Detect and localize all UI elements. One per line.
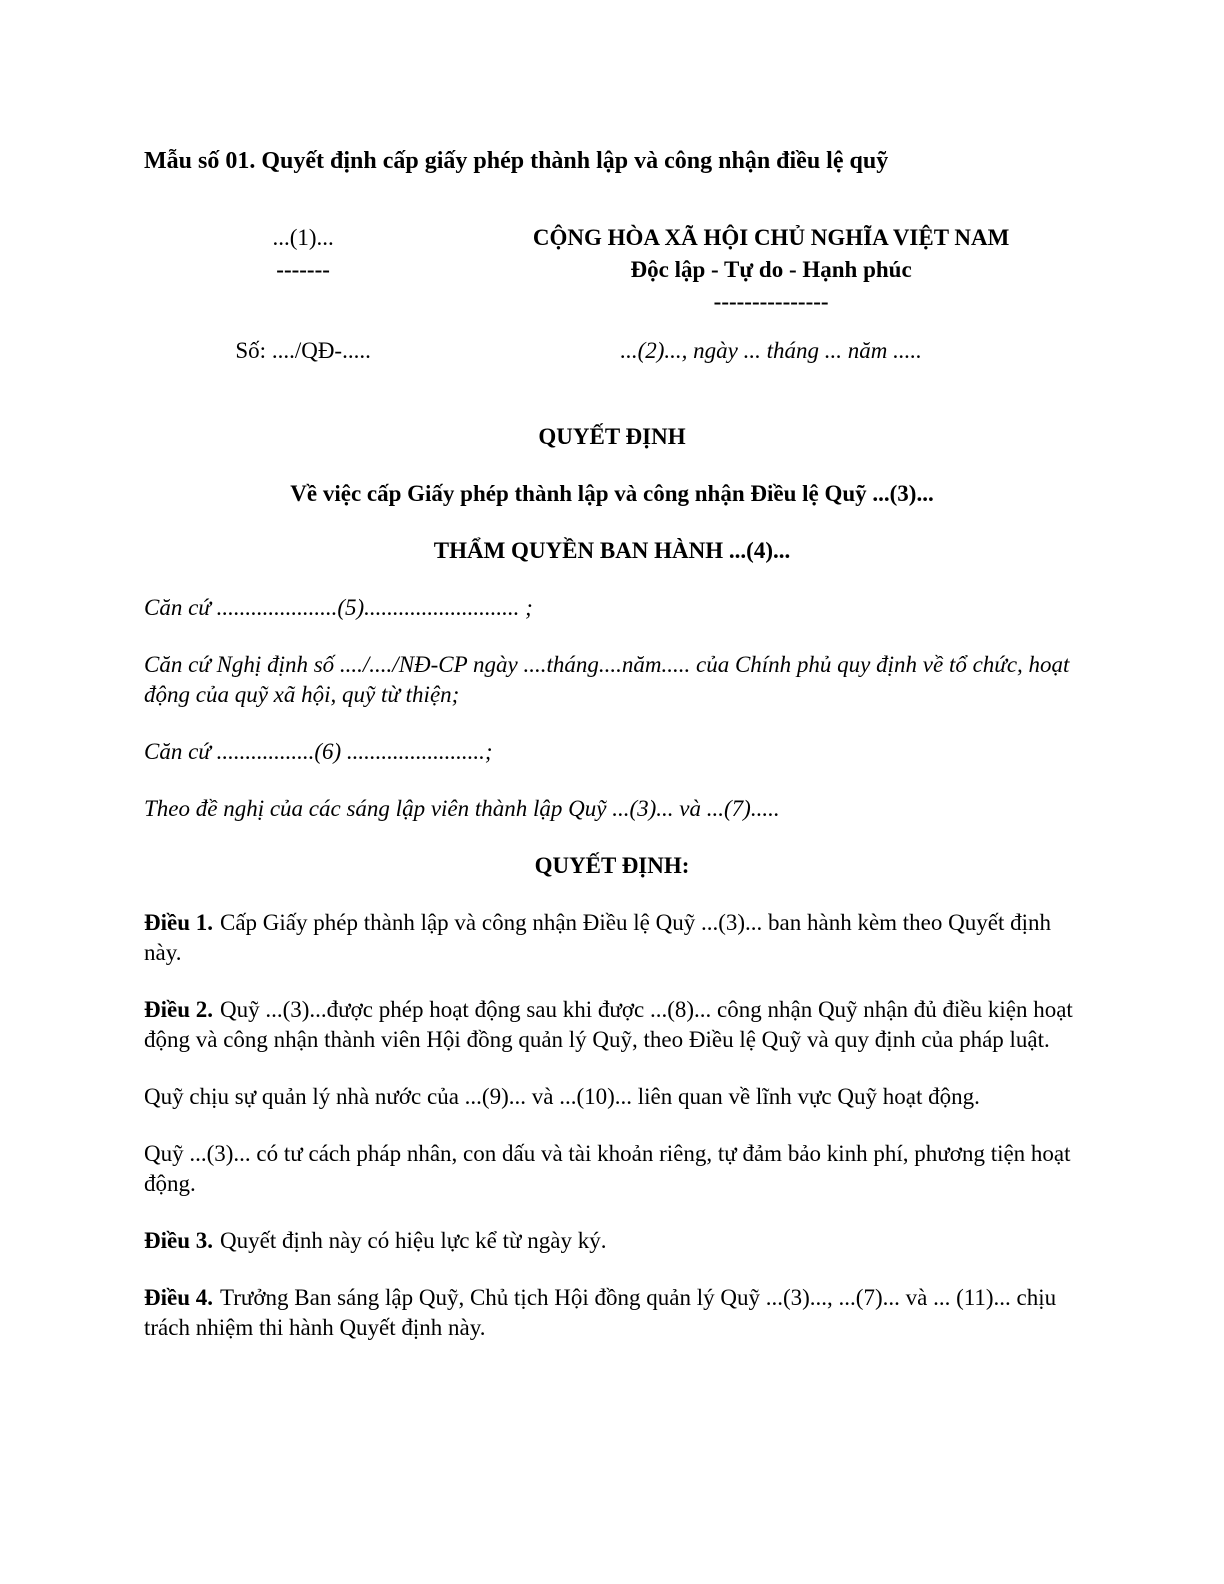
header-row-top: [144, 222, 1080, 318]
article-paragraph: [144, 1226, 1080, 1256]
document-title: Mẫu số 01. Quyết định cấp giấy phép thành lập và công nhận điều lệ quỹ: [144, 148, 889, 174]
header-right-column: [462, 222, 1080, 318]
decision-headings: [144, 422, 1080, 566]
header-row-bottom: [144, 335, 1080, 367]
article-label: Điều 3.: [144, 1228, 213, 1253]
article-label: Điều 4.: [144, 1285, 213, 1310]
article-paragraph: [144, 995, 1080, 1055]
document-number: Số: ..../QĐ-.....: [235, 338, 371, 363]
preamble-line: Theo đề nghị của các sáng lập viên thành lập Quỹ ...(3)... và ...(7).....: [144, 796, 780, 821]
preamble-block: [144, 593, 1080, 824]
body-heading: QUYẾT ĐỊNH:: [534, 853, 690, 878]
decision-authority: THẨM QUYỀN BAN HÀNH ...(4)...: [433, 538, 791, 563]
header-left-column: [144, 222, 462, 318]
article-text: Quỹ ...(3)... có tư cách pháp nhân, con dấu và tài khoản riêng, tự đảm bảo kinh phí, phương tiện hoạt động.: [144, 1141, 1071, 1196]
article-paragraph: [144, 1283, 1080, 1343]
article-paragraph: [144, 1139, 1080, 1199]
article-text: Quỹ ...(3)...được phép hoạt động sau khi được ...(8)... công nhận Quỹ nhận đủ điều kiện hoạt động và công nhận thành viên Hội đồng quản lý Quỹ, theo Điều lệ Quỹ và quy định của pháp luật.: [144, 997, 1073, 1052]
preamble-line: Căn cứ .....................(5)........................... ;: [144, 595, 533, 620]
article-label: Điều 1.: [144, 910, 213, 935]
article-text: Cấp Giấy phép thành lập và công nhận Điều lệ Quỹ ...(3)... ban hành kèm theo Quyết định này.: [144, 910, 1051, 965]
national-title: CỘNG HÒA XÃ HỘI CHỦ NGHĨA VIỆT NAM: [532, 225, 1010, 250]
header-right-column: [462, 335, 1080, 367]
national-motto: Độc lập - Tự do - Hạnh phúc: [630, 257, 912, 282]
issuing-org-placeholder: ...(1)...: [272, 225, 334, 250]
document-header: [144, 222, 1080, 367]
motto-divider: ---------------: [713, 289, 829, 314]
issuing-org-divider: -------: [276, 257, 330, 282]
article-text: Quỹ chịu sự quản lý nhà nước của ...(9)... và ...(10)... liên quan về lĩnh vực Quỹ hoạt động.: [144, 1084, 980, 1109]
article-paragraph: [144, 908, 1080, 968]
decision-subject: Về việc cấp Giấy phép thành lập và công nhận Điều lệ Quỹ ...(3)...: [290, 481, 934, 506]
articles-block: [144, 908, 1080, 1343]
article-label: Điều 2.: [144, 997, 213, 1022]
header-left-column: [144, 335, 462, 367]
decision-heading: QUYẾT ĐỊNH: [538, 424, 686, 449]
place-date-line: ...(2)..., ngày ... tháng ... năm .....: [620, 338, 922, 363]
article-paragraph: [144, 1082, 1080, 1112]
article-text: Trưởng Ban sáng lập Quỹ, Chủ tịch Hội đồng quản lý Quỹ ...(3)..., ...(7)... và ... (11)... chịu trách nhiệm thi hành Quyết định này.: [144, 1285, 1057, 1340]
preamble-line: Căn cứ .................(6) ........................;: [144, 739, 493, 764]
preamble-line: Căn cứ Nghị định số ..../..../NĐ-CP ngày ....tháng....năm..... của Chính phủ quy định về tổ chức, hoạt động của quỹ xã hội, quỹ từ thiện;: [144, 652, 1070, 707]
article-text: Quyết định này có hiệu lực kể từ ngày ký.: [220, 1228, 607, 1253]
